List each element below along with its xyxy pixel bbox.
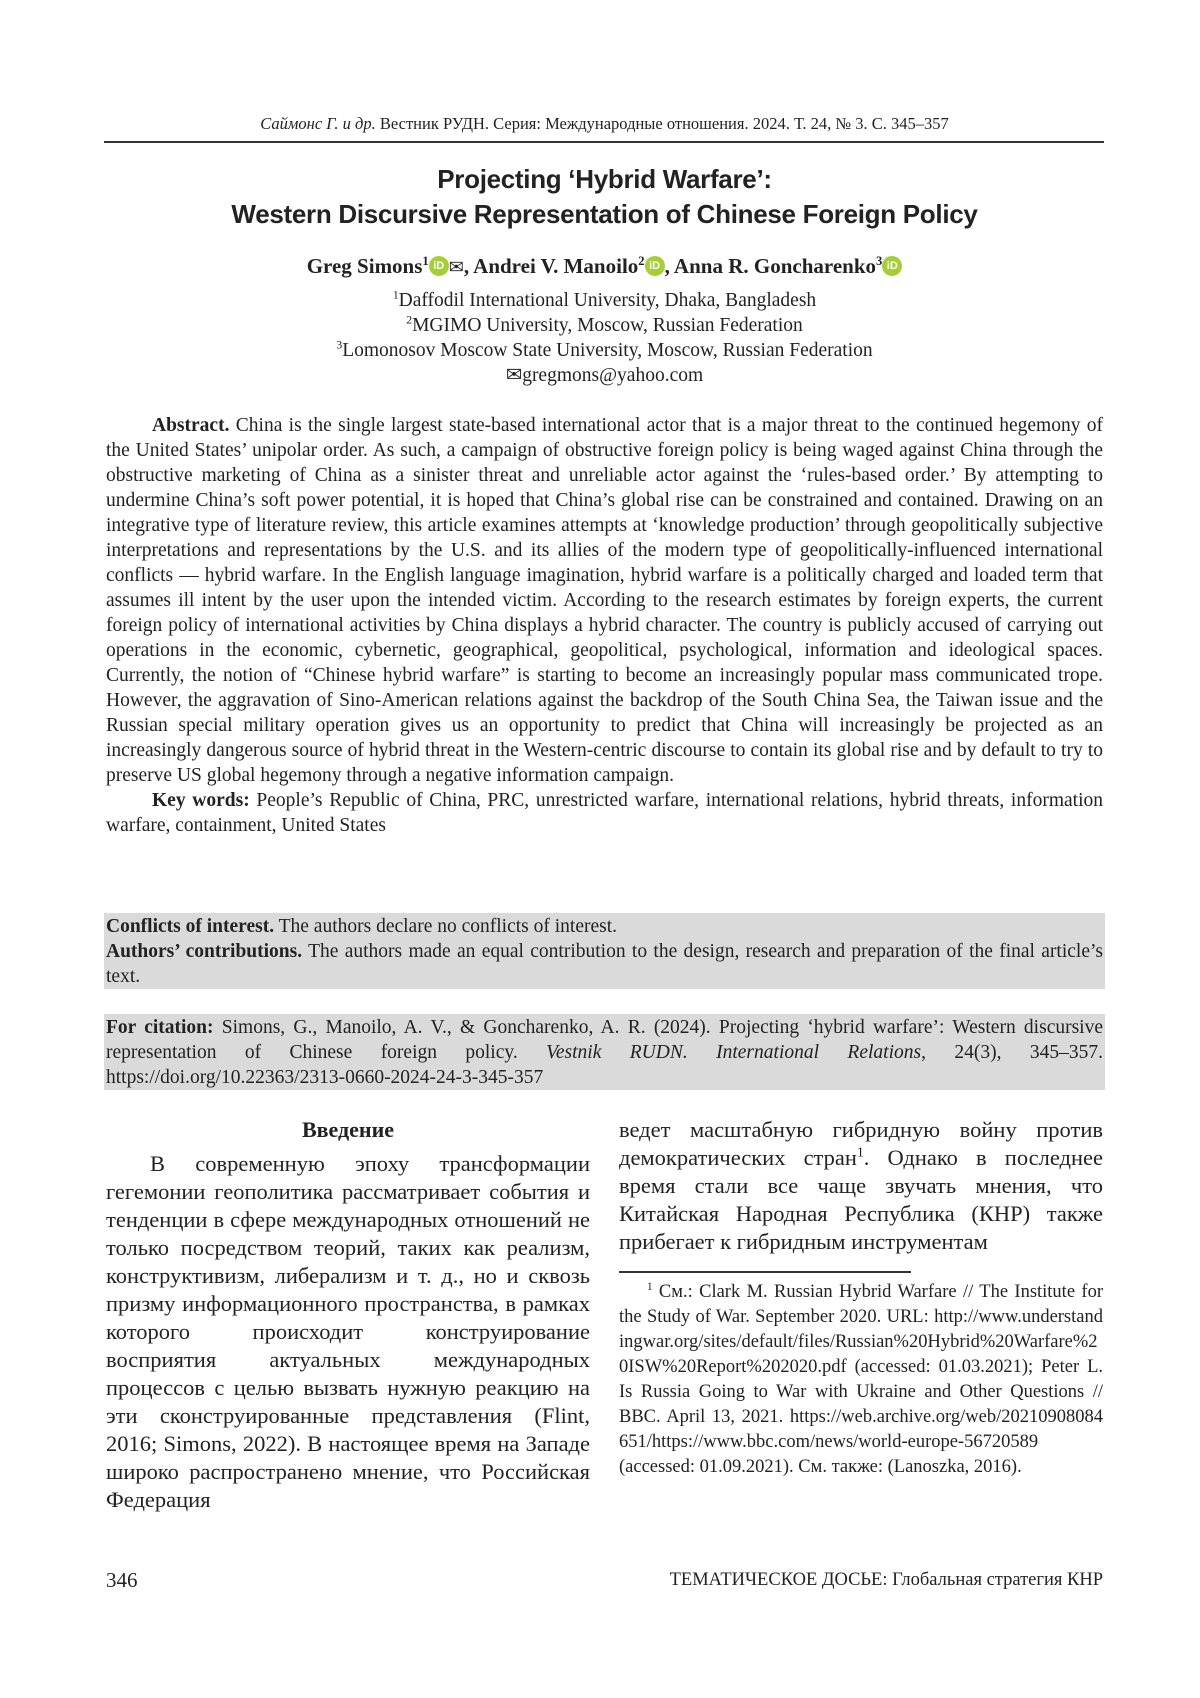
conflicts-box <box>104 913 1105 989</box>
footnote-link[interactable]: https://web.archive.org/web/20210908084651/https://www.bbc.com/news/world-europe-56720589 <box>619 1407 1103 1452</box>
author-affil-sup: 3 <box>876 254 882 268</box>
keywords-paragraph <box>106 788 1103 838</box>
body-paragraph: В современную эпоху трансформации гегемонии геополитика рассматривает события и тенденции в сфере международных отношений не только посредством теорий, таких как реализм, конструктивизм, либерализм и т. д., но и сквозь призму информационного пространства, в рамках которого происходит конструирование восприятия актуальных международных процессов с целью вызвать нужную реакцию на эти сконструированные представления (Flint, 2016; Simons, 2022). В настоящее время на Западе широко распространено мнение, что Российская Федерация <box>106 1150 590 1514</box>
affil-sup: 1 <box>393 289 399 302</box>
author-name: Anna R. Goncharenko <box>674 254 876 278</box>
footnote-text: (accessed: 01.09.2021). См. также: (Lanoszka, 2016). <box>619 1457 1022 1477</box>
orcid-icon[interactable]: iD <box>429 256 449 276</box>
citation-label: For citation: <box>106 1017 214 1038</box>
affil-text: MGIMO University, Moscow, Russian Federation <box>412 315 803 336</box>
footnote-number: 1 <box>647 1281 653 1293</box>
affiliation <box>106 288 1103 313</box>
citation-journal: Vestnik RUDN. International Relations <box>546 1042 921 1063</box>
mail-icon: ✉ <box>506 365 522 386</box>
page-number: 346 <box>106 1568 138 1593</box>
footnote-ref[interactable]: 1 <box>857 1145 864 1160</box>
abstract-label: Abstract. <box>152 415 229 436</box>
orcid-icon[interactable]: iD <box>882 256 902 276</box>
affiliations <box>106 288 1103 388</box>
article-title <box>106 162 1103 232</box>
title-line-1: Projecting ‘Hybrid Warfare’: <box>106 162 1103 197</box>
body-text: . Однако в последнее время стали все чаще звучать мнения, что Китайская Народная Республика (КНР) также прибегает к гибридным инструментам <box>619 1145 1103 1254</box>
keywords-label: Key words: <box>152 790 250 811</box>
affiliation <box>106 313 1103 338</box>
footer-section: ТЕМАТИЧЕСКОЕ ДОСЬЕ: Глобальная стратегия КНР <box>670 1570 1103 1591</box>
mail-icon: ✉ <box>449 257 464 277</box>
conflicts-text: The authors declare no conflicts of interest. <box>274 916 617 937</box>
affil-sup: 3 <box>336 339 342 352</box>
footnote-link[interactable]: http://www.understandingwar.org/sites/default/files/Russian%20Hybrid%20Warfare%20ISW%20Report%202020.pdf <box>619 1307 1103 1377</box>
abstract-paragraph <box>106 413 1103 788</box>
affiliation <box>106 338 1103 363</box>
affil-text: Lomonosov Moscow State University, Moscow, Russian Federation <box>342 340 872 361</box>
contrib-text: The authors made an equal contribution to the design, research and preparation of the final article’s text. <box>106 941 1103 987</box>
footnote <box>619 1280 1103 1480</box>
keywords-text: People’s Republic of China, PRC, unrestricted warfare, international relations, hybrid threats, information warfare, containment, United States <box>106 790 1103 836</box>
abstract <box>106 413 1103 838</box>
conflicts-label: Conflicts of interest. <box>106 916 274 937</box>
running-head-journal: Вестник РУДН. Серия: Международные отношения. 2024. Т. 24, № 3. С. 345–357 <box>380 114 949 133</box>
author-list: Greg Simons1 iD ✉, Andrei V. Manoilo2 iD , Anna R. Goncharenko3 iD <box>106 254 1103 279</box>
body-paragraph <box>619 1116 1103 1256</box>
section-heading: Введение <box>106 1116 590 1144</box>
abstract-text: China is the single largest state-based international actor that is a major threat to the continued hegemony of the United States’ unipolar order. As such, a campaign of obstructive foreign policy is being waged against China through the obstructive marketing of China as a sinister threat and unreliable actor against the ‘rules-based order.’ By attempting to undermine China’s soft power potential, it is hoped that China’s global rise can be constrained and contained. Drawing on an integrative type of literature review, this article examines attempts at ‘knowledge production’ through geopolitically subjective interpretations and representations by the U.S. and its allies of the modern type of geopolitically-influenced international conflicts — hybrid warfare. In the English language imagination, hybrid warfare is a politically charged and loaded term that assumes ill intent by the user upon the intended victim. According to the research estimates by foreign experts, the current foreign policy of international activities by China displays a hybrid character. The country is publicly accused of carrying out operations in the economic, cybernetic, geographical, geopolitical, psychological, information and ideological spaces. Currently, the notion of “Chinese hybrid warfare” is starting to become an increasingly popular mass communicated trope. However, the aggravation of Sino-American relations against the backdrop of the South China Sea, the Taiwan issue and the Russian special military operation gives us an opportunity to predict that China will increasingly be projected as an increasingly dangerous source of hybrid threat in the Western-centric discourse to contain its global rise and by default to try to preserve US global hegemony through a negative information campaign. <box>106 415 1103 786</box>
title-line-2: Western Discursive Representation of Chinese Foreign Policy <box>106 197 1103 232</box>
affil-sup: 2 <box>406 314 412 327</box>
affil-text: Daffodil International University, Dhaka, Bangladesh <box>399 290 817 311</box>
footnote-text: (accessed: 01.03.2021); Peter L. Is Russia Going to War with Ukraine and Other Questions // BBC. April 13, 2021. <box>619 1357 1103 1427</box>
body-text: ведет масштабную гибридную войну против демократических стран <box>619 1117 1103 1170</box>
footnote-text: См.: Clark M. Russian Hybrid Warfare // The Institute for the Study of War. September 2020. URL: <box>619 1282 1103 1327</box>
author-name: Andrei V. Manoilo <box>473 254 638 278</box>
author-name: Greg Simons <box>307 254 423 278</box>
email-link[interactable]: gregmons@yahoo.com <box>522 365 703 386</box>
running-head <box>106 114 1103 134</box>
citation-box <box>104 1014 1105 1090</box>
right-column <box>619 1116 1103 1256</box>
footnote-rule <box>619 1271 911 1273</box>
header-rule <box>104 141 1104 143</box>
author-affil-sup: 2 <box>638 254 644 268</box>
contrib-label: Authors’ contributions. <box>106 941 302 962</box>
citation-tail[interactable]: , 24(3), 345–357. https://doi.org/10.22363/2313-0660-2024-24-3-345-357 <box>106 1042 1103 1088</box>
orcid-icon[interactable]: iD <box>645 256 665 276</box>
email-line <box>106 363 1103 388</box>
running-head-authors: Саймонс Г. и др. <box>260 114 376 133</box>
left-column <box>106 1116 590 1514</box>
author-affil-sup: 1 <box>422 254 428 268</box>
citation-text: Simons, G., Manoilo, A. V., & Goncharenko, A. R. (2024). Projecting ‘hybrid warfare’: Western discursive representation of Chinese foreign policy. <box>106 1017 1103 1063</box>
